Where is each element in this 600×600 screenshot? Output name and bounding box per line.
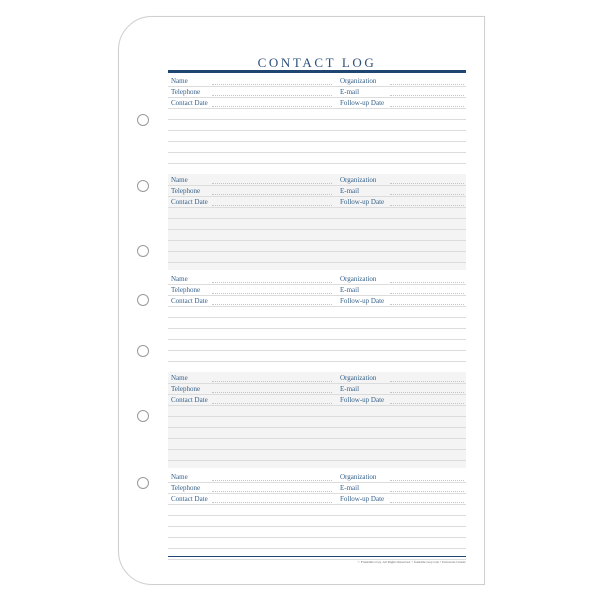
binder-hole (137, 477, 149, 489)
writing-line (168, 185, 466, 186)
binder-hole (137, 245, 149, 257)
field-label-contact-date: Contact Date (171, 396, 208, 404)
field-label-contact-date: Contact Date (171, 99, 208, 107)
writing-line (168, 152, 466, 153)
field-label-telephone: Telephone (171, 484, 201, 492)
writing-line (168, 548, 466, 549)
fill-in-dots (212, 381, 332, 382)
field-label-organization: Organization (340, 275, 377, 283)
field-label-contact-date: Contact Date (171, 495, 208, 503)
field-label-organization: Organization (340, 374, 377, 382)
writing-line (168, 306, 466, 307)
writing-line (168, 240, 466, 241)
footer-copyright: © FranklinCovey. All Rights Reserved. • franklincovey.com • Universal-Classic (357, 560, 466, 564)
fill-in-dots (390, 95, 464, 96)
writing-line (168, 130, 466, 131)
page-title: CONTACT LOG (257, 55, 377, 70)
writing-line (168, 141, 466, 142)
field-label-telephone: Telephone (171, 88, 201, 96)
field-label-followup-date: Follow-up Date (340, 99, 385, 107)
writing-line (168, 405, 466, 406)
writing-line (168, 350, 466, 351)
writing-line (168, 493, 466, 494)
fill-in-dots (212, 183, 332, 184)
writing-line (168, 207, 466, 208)
fill-in-dots (390, 194, 464, 195)
field-label-email: E-mail (340, 385, 360, 393)
writing-line (168, 295, 466, 296)
writing-line (168, 229, 466, 230)
field-label-contact-date: Contact Date (171, 297, 208, 305)
field-label-telephone: Telephone (171, 385, 201, 393)
fill-in-dots (212, 205, 332, 206)
fill-in-dots (212, 480, 332, 481)
writing-line (168, 537, 466, 538)
field-label-name: Name (171, 374, 188, 382)
binder-hole (137, 410, 149, 422)
writing-line (168, 251, 466, 252)
footer-rule (168, 556, 466, 557)
field-label-email: E-mail (340, 88, 360, 96)
writing-line (168, 383, 466, 384)
field-label-organization: Organization (340, 473, 377, 481)
contact-entry (168, 273, 466, 369)
fill-in-dots (390, 403, 464, 404)
fill-in-dots (212, 502, 332, 503)
contact-entry (168, 471, 466, 567)
fill-in-dots (390, 183, 464, 184)
writing-line (168, 108, 466, 109)
writing-line (168, 449, 466, 450)
binder-hole (137, 345, 149, 357)
field-label-contact-date: Contact Date (171, 198, 208, 206)
fill-in-dots (390, 84, 464, 85)
writing-line (168, 515, 466, 516)
fill-in-dots (212, 491, 332, 492)
title-rule (168, 70, 466, 73)
writing-line (168, 328, 466, 329)
fill-in-dots (390, 480, 464, 481)
writing-line (168, 526, 466, 527)
field-label-email: E-mail (340, 286, 360, 294)
fill-in-dots (390, 392, 464, 393)
binder-hole (137, 180, 149, 192)
field-label-followup-date: Follow-up Date (340, 495, 385, 503)
fill-in-dots (212, 293, 332, 294)
writing-line (168, 163, 466, 164)
writing-line (168, 97, 466, 98)
field-label-followup-date: Follow-up Date (340, 396, 385, 404)
writing-line (168, 361, 466, 362)
writing-line (168, 119, 466, 120)
field-label-organization: Organization (340, 176, 377, 184)
fill-in-dots (390, 106, 464, 107)
fill-in-dots (390, 381, 464, 382)
fill-in-dots (390, 282, 464, 283)
fill-in-dots (212, 282, 332, 283)
field-label-name: Name (171, 176, 188, 184)
writing-line (168, 218, 466, 219)
writing-line (168, 394, 466, 395)
writing-line (168, 317, 466, 318)
writing-line (168, 438, 466, 439)
fill-in-dots (390, 205, 464, 206)
writing-line (168, 427, 466, 428)
fill-in-dots (390, 293, 464, 294)
writing-line (168, 460, 466, 461)
writing-line (168, 86, 466, 87)
field-label-email: E-mail (340, 187, 360, 195)
field-label-telephone: Telephone (171, 286, 201, 294)
field-label-organization: Organization (340, 77, 377, 85)
fill-in-dots (212, 304, 332, 305)
fill-in-dots (212, 84, 332, 85)
field-label-followup-date: Follow-up Date (340, 297, 385, 305)
writing-line (168, 284, 466, 285)
field-label-name: Name (171, 77, 188, 85)
writing-line (168, 262, 466, 263)
writing-line (168, 482, 466, 483)
writing-line (168, 196, 466, 197)
field-label-name: Name (171, 473, 188, 481)
fill-in-dots (390, 491, 464, 492)
fill-in-dots (212, 392, 332, 393)
fill-in-dots (212, 403, 332, 404)
fill-in-dots (212, 194, 332, 195)
fill-in-dots (390, 304, 464, 305)
field-label-telephone: Telephone (171, 187, 201, 195)
writing-line (168, 504, 466, 505)
binder-hole (137, 114, 149, 126)
fill-in-dots (212, 106, 332, 107)
field-label-name: Name (171, 275, 188, 283)
writing-line (168, 339, 466, 340)
fill-in-dots (212, 95, 332, 96)
contact-entry (168, 75, 466, 171)
contact-entry (168, 174, 466, 270)
binder-hole (137, 294, 149, 306)
writing-line (168, 416, 466, 417)
field-label-followup-date: Follow-up Date (340, 198, 385, 206)
field-label-email: E-mail (340, 484, 360, 492)
contact-entry (168, 372, 466, 468)
fill-in-dots (390, 502, 464, 503)
